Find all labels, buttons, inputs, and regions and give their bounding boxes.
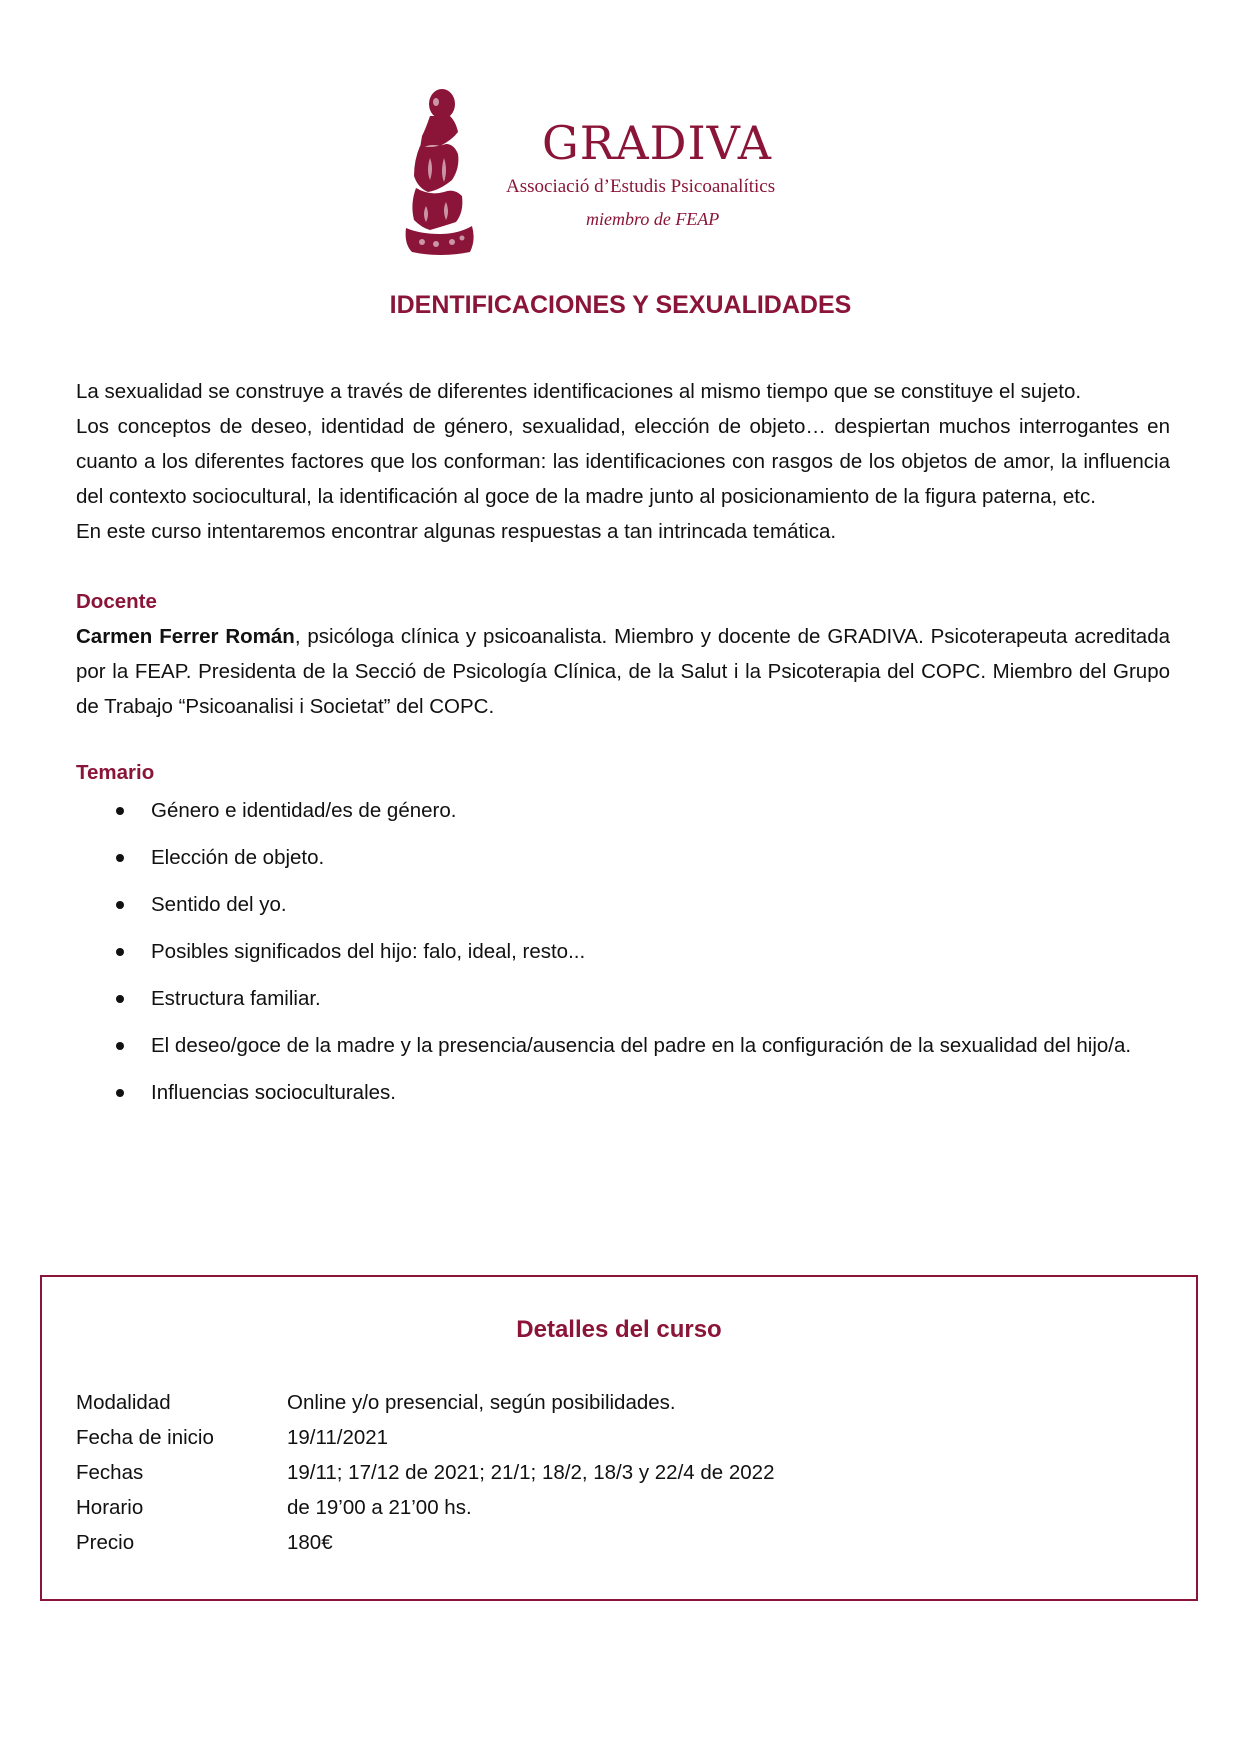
list-item-text: Estructura familiar. [151,987,321,1010]
list-item [76,881,1170,928]
list-item [76,834,1170,881]
syllabus-list [76,787,1170,1116]
list-item-text: Género e identidad/es de género. [151,799,457,822]
detail-label: Precio [76,1531,135,1554]
teacher-paragraph [76,619,1170,724]
list-item [76,787,1170,834]
page-title: IDENTIFICACIONES Y SEXUALIDADES [389,291,852,319]
detail-row-price [76,1525,774,1560]
intro-paragraph-3: En este curso intentaremos encontrar algunas respuestas a tan intrincada temática. [76,520,837,543]
bullet-icon [116,1042,124,1050]
detail-value: Online y/o presencial, según posibilidades. [287,1391,676,1414]
bullet-icon [116,807,124,815]
detail-value: de 19’00 a 21’00 hs. [287,1496,472,1519]
detail-value: 19/11/2021 [287,1426,389,1449]
bullet-icon [116,1089,124,1097]
logo-name: GRADIVA [542,116,772,170]
list-item [76,975,1170,1022]
gradiva-logo [400,88,860,258]
bullet-icon [116,948,124,956]
teacher-heading: Docente [76,590,157,613]
teacher-bio: , psicóloga clínica y psicoanalista. Miembro y docente de GRADIVA. Psicoterapeuta acreditada por la FEAP. Presidenta de la Secció de Psicología Clínica, de la Salut i la Psicoterapia del COPC. Miembro del Grupo de Trabajo “Psicoanalisi i Societat” del COPC. [76,625,1170,718]
detail-row-modality [76,1385,774,1420]
list-item-text: Sentido del yo. [151,893,287,916]
list-item [76,928,1170,975]
list-item-text: El deseo/goce de la madre y la presencia/ausencia del padre en la configuración de la sexualidad del hijo/a. [151,1034,1132,1057]
list-item-text: Posibles significados del hijo: falo, ideal, resto... [151,940,586,963]
syllabus-heading: Temario [76,761,155,784]
teacher-name: Carmen Ferrer Román [76,625,295,648]
detail-row-start-date [76,1420,774,1455]
details-heading: Detalles del curso [516,1316,722,1343]
detail-label: Fecha de inicio [76,1426,214,1449]
detail-row-schedule [76,1490,774,1525]
detail-label: Horario [76,1496,144,1519]
logo-association: Associació d’Estudis Psicoanalítics [506,176,776,197]
details-table [76,1385,774,1560]
detail-value: 19/11; 17/12 de 2021; 21/1; 18/2, 18/3 y 22/4 de 2022 [287,1461,775,1484]
bullet-icon [116,995,124,1003]
intro-paragraph-2: Los conceptos de deseo, identidad de género, sexualidad, elección de objeto… despiertan muchos interrogantes en cuanto a los diferentes factores que los conforman: las identificaciones con rasgos de los objetos de amor, la influencia del contexto sociocultural, la identificación al goce de la madre junto al posicionamiento de la figura paterna, etc. [76,415,1170,508]
main-content [76,374,1170,1116]
spacer [76,724,1170,759]
detail-label: Modalidad [76,1391,171,1414]
course-details-box [40,1275,1198,1601]
list-item-text: Influencias socioculturales. [151,1081,396,1104]
intro-paragraph-1: La sexualidad se construye a través de diferentes identificaciones al mismo tiempo que se constituye el sujeto. [76,380,1082,403]
bullet-icon [116,854,124,862]
gradiva-statue-icon [400,88,480,258]
logo-member: miembro de FEAP [586,209,720,229]
list-item [76,1069,1170,1116]
bullet-icon [116,901,124,909]
list-item [76,1022,1170,1069]
list-item-text: Elección de objeto. [151,846,325,869]
detail-value: 180€ [287,1531,333,1554]
spacer [76,549,1170,584]
detail-row-dates [76,1455,774,1490]
detail-label: Fechas [76,1461,144,1484]
